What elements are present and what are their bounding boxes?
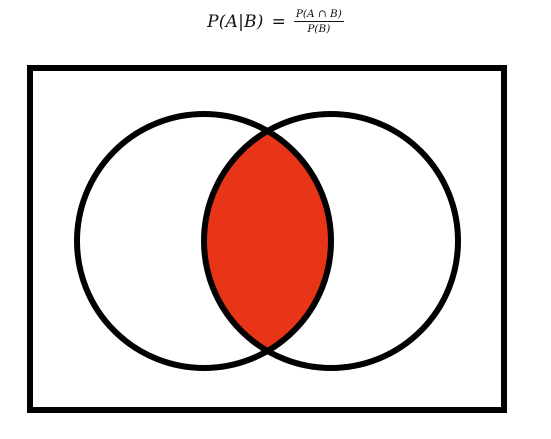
formula-numerator: P(A ∩ B) <box>295 8 342 20</box>
formula-lhs: P(A|B) <box>207 11 264 32</box>
formula-denominator: P(B) <box>307 23 331 35</box>
formula-equals: = <box>271 11 286 32</box>
